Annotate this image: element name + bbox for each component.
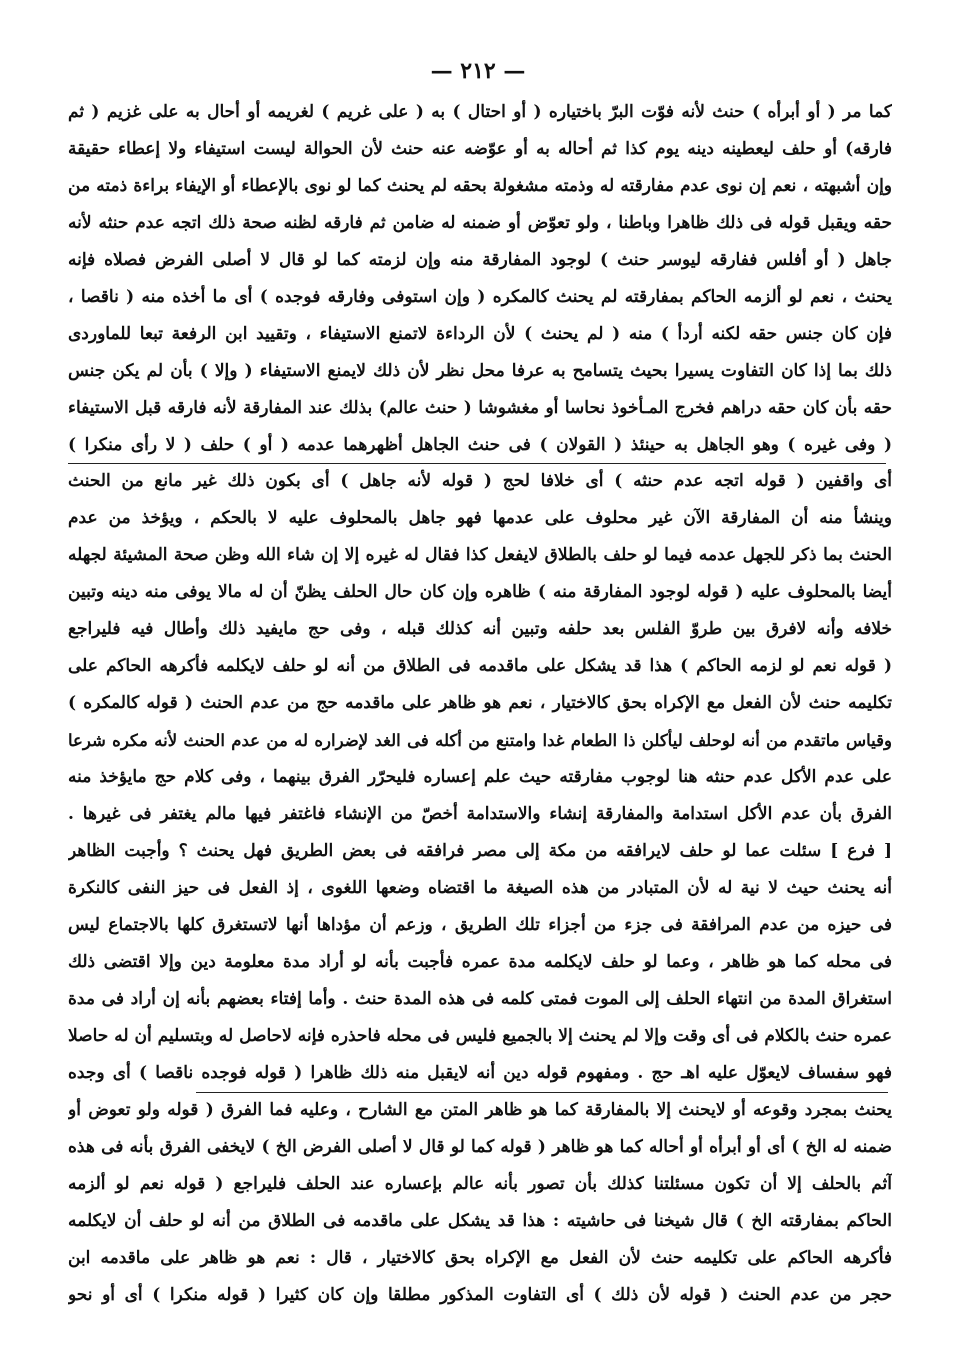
- main-text-line: جاهل ( أو أفلس ففارقه ليوسر حنث ) لوجود المفارقة منه وإن لزمته كما لو قال لا أصلى الفرض فصلاه فإنه: [68, 250, 892, 270]
- commentary-line: أيضا بالمحلوف عليه ( قوله لوجود المفارقة منه ) ظاهره وإن كان حال الحلف يظنّ أن له مالا يوفى منه دينه وتبين: [68, 582, 892, 602]
- main-text-line: حقه بأن كان حقه دراهم فخرج المـأخوذ نحاسا أو مغشوشا ( حنث عالم) بذلك عند المفارقة لأنه فارقه قبل الاستيفاء: [68, 398, 892, 418]
- commentary-line: فى حيزه من عدم المرافقة فى جزء من أجزاء تلك الطريق ، وزعم أن مؤداها أنها لاتستغرق كلها بالاجتماع ليس: [68, 915, 892, 935]
- commentary-line: وقياس ماتقدم من أنه لوحلف ليأكلن ذا الطعام غدا وامتنع من أكله فى الغد لإضراره له من عدم الحنث لأنه مكره شرعا: [68, 731, 892, 750]
- commentary-line: حجر من عدم الحنث ( قوله لأن ذلك ) أى التفاوت المذكور مطلقا وإن كان كثيرا ( قوله منكرا ) أى أو نحو: [68, 1285, 892, 1305]
- main-text-line: وإن أشبهته ، نعم إن نوى عدم مفارقته له وذمته مشغولة بحقه لم يحنث كما لو نوى بالإعطاء أو الإيفاء براءة ذمته من: [68, 176, 892, 196]
- commentary-line: فأكرهه الحاكم على تكليمه حنث لأن الفعل مع الإكراه بحق كالاختيار ، قال : نعم هو ظاهر على ماقدمه ابن: [68, 1248, 892, 1268]
- commentary-line: يحنث بمجرد وقوعه أو لايحنث إلا بالمفارقة كما هو ظاهر المتن مع الشارح ، وعليه فما الفرق ( قوله ولو تعوض أو: [68, 1100, 892, 1120]
- commentary-line: ضمنه له الخ ) أى أو أبرأه أو أحاله كما هو ظاهر ( قوله كما لو قال لا أصلى الفرض الخ ) لايخفى الفرق بأنه فى هذه: [68, 1137, 892, 1157]
- main-text-block: [68, 94, 892, 464]
- commentary-line: عمره حنث بالكلام فى أى وقت وإلا لم يحنث إلا بالجميع فليس فى محله فاحذره فإنه لاحاصل له وبتسليم أن له حاصلا: [68, 1026, 892, 1046]
- commentary-block: [68, 463, 892, 1092]
- main-text-line: حقه ويقبل قوله فى ذلك ظاهرا وباطنا ، ولو تعوّض أو ضمنه له ضامن ثم فارقه لظنه صحة ذلك اتجه عدم حنثه لأنه: [68, 213, 892, 233]
- commentary-line: الفرق بأن عدم الأكل استدامة والمفارقة إنشاء والاستدامة أخصّ من الإنشاء فاغتفر فيها مالم يغتفر فى غيرها .: [68, 804, 892, 824]
- commentary-line: أى واقفين ( قوله اتجه عدم حنثه ) أى خلافا لحج ( قوله لأنه جاهل ) أى بكون ذلك غير مانع من الحنث: [68, 471, 892, 491]
- commentary-line: وينشأ منه أن المفارقة الآن غير محلوف على عدمها فهو جاهل بالمحلوف عليه لا بالحكم ، ويؤخذ من عدم: [68, 508, 892, 528]
- main-text-line: يحنث ، نعم لو ألزمه الحاكم بمفارقته لم يحنث كالمكره ( وإن استوفى وفارقه فوجده ) أى ما أخذه منه ( ناقصا ،: [68, 287, 892, 307]
- commentary-line: الحاكم بمفارقته الخ ) قال شيخنا فى حاشيته : هذا قد يشكل على ماقدمه فى الطلاق من أنه لو حلف أن لايكلمه: [68, 1211, 892, 1231]
- commentary-line: الحنث بما ذكر للجهل عدمه فيما لو حلف بالطلاق لايفعل كذا فقال له غيره إلا إن شاء الله وظن صحة المشيئة لجهله: [68, 545, 892, 565]
- commentary-line: فى محله كما هو ظاهر ، وعما لو حلف لايكلمه مدة عمره فأجبت بأنه لو أراد مدة معلومة دين وإلا اقتضى ذلك: [68, 952, 892, 972]
- commentary-line: آثم بالحلف إلا أن تكون مسئلتنا كذلك بأن تصور بأنه عالم بإعساره عند الحلف فليراجع ( قوله نعم لو ألزمه: [68, 1174, 892, 1194]
- main-text-line: ( وفى غيره ) وهو الجاهل به حينئذ ( القولان ) فى حنث الجاهل أظهرهما عدمه ( أو ) حلف ( لا رأى منكرا ): [68, 435, 892, 455]
- commentary-line: تكليمه حنث لأن الفعل مع الإكراه بحق كالاختيار ، نعم هو ظاهر على ماقدمه حج من عدم الحنث ( قوله كالمكره ): [68, 693, 892, 713]
- commentary-line: على عدم الأكل عدم حنثه هنا لوجوب مفارقته حيث علم إعساره فليحرّر الفرق بينهما ، وفى كلام حج مايؤخذ منه: [68, 767, 892, 787]
- main-text-line: فإن كان جنس حقه لكنه أردأ ) منه ( لم يحنث ) لأن الرداءة لاتمنع الاستيفاء ، وتقييد ابن الرفعة تبعا للماوردى: [68, 324, 892, 344]
- main-text-line: كما مر ( أو أبرأه ) حنث لأنه فوّت البرّ باختياره ( أو احتال ) به ( على غريم ) لغريمه أو أحال به على غزيم ( ثم: [68, 102, 892, 122]
- commentary-line: ( قوله نعم لو لزمه الحاكم ) هذا قد يشكل على ماقدمه فى الطلاق من أنه لو حلف لايكلمه فأكرهه الحاكم على: [68, 656, 892, 676]
- commentary-line: [ فرع ] سئلت عما لو حلف لايرافقه من مكة إلى مصر فرافقه فى بعض الطريق فهل يحنث ؟ وأجبت الظاهر: [68, 841, 892, 861]
- main-text-line: ذلك بما إذا كان التفاوت يسيرا بحيث يتسامح به عرفا محل نظر لأن ذلك لايمنع الاستيفاء ( وإلا ) بأن لم يكن جنس: [68, 361, 892, 381]
- page-number: — ٢١٢ —: [430, 58, 526, 84]
- commentary-block-continued: [68, 1092, 892, 1314]
- commentary-line: استغراق المدة من انتهاء الحلف إلى الموت فمتى كلمه فى هذه المدة حنث . وأما إفتاء بعضهم بأنه إن أراد فى مدة: [68, 989, 892, 1009]
- commentary-line: فهو سفساف لايعوّل عليه اهـ حج . ومفهوم قوله دين أنه لايقبل منه ذلك ظاهرا ( قوله فوجده ناقصا ) أى وجده: [68, 1063, 892, 1083]
- commentary-line: أنه يحنث حيث لا نية له لأن المتبادر من هذه الصيغة ما اقتضاه وضعها اللغوى ، إذ الفعل فى حيز النفى كالنكرة: [68, 878, 892, 898]
- main-text-line: فارقه) أو حلف ليعطينه دينه يوم كذا ثم أحاله به أو عوّضه عنه حنث لأن الحوالة ليست استيفاء ولا إعطاء حقيقة: [68, 139, 892, 159]
- commentary-line: خلافه وأنه لافرق بين طروّ الفلس بعد حلفه وتبين أنه كذلك قبله ، وفى حج مايفيد ذلك وأطال فيه فليراجع: [68, 619, 892, 639]
